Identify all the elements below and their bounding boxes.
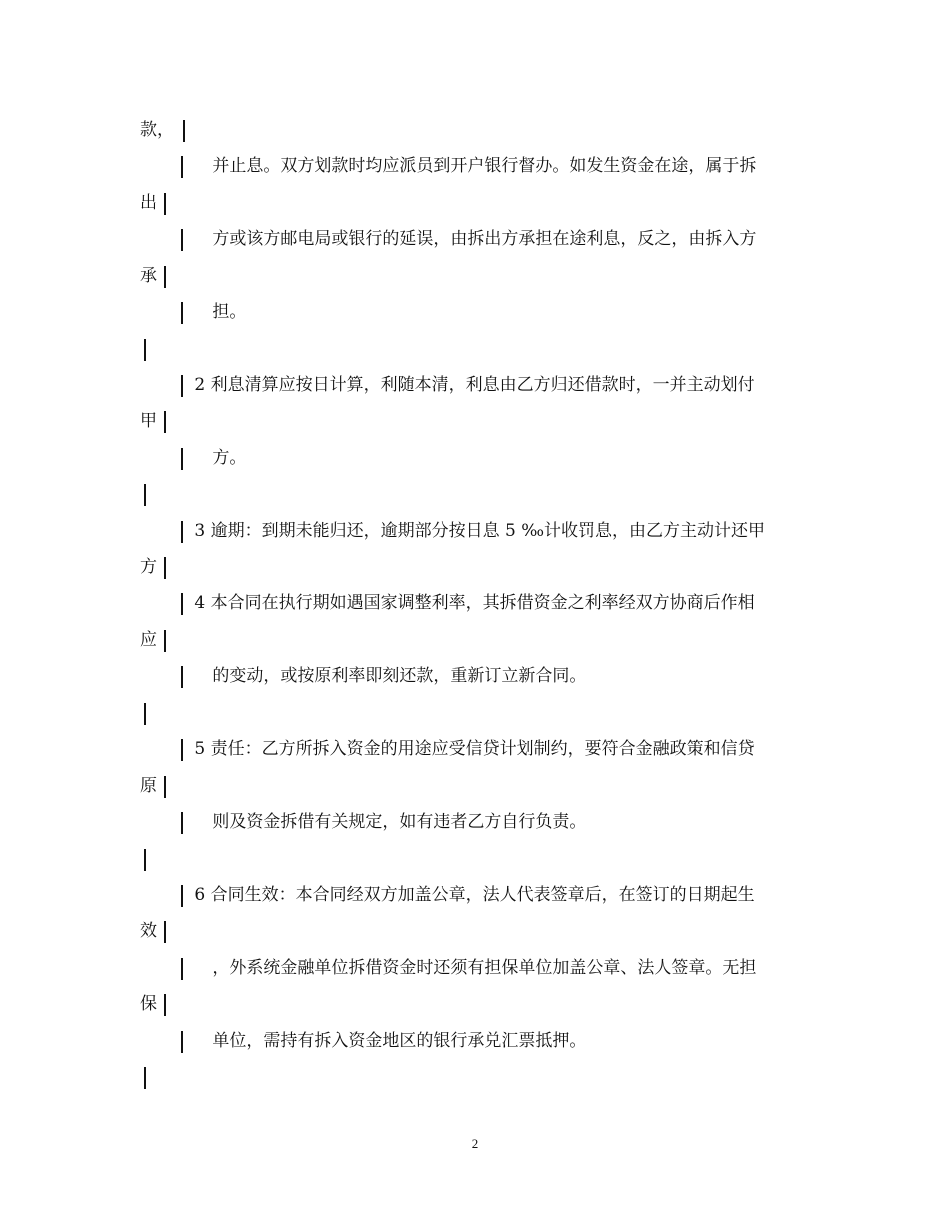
text-line: [140, 119, 185, 142]
line-text: 款，: [140, 120, 174, 140]
text-line: [144, 702, 146, 725]
text-line: [140, 265, 166, 288]
table-border: [164, 630, 166, 652]
table-border: [164, 557, 166, 579]
line-text: 方: [140, 557, 157, 577]
table-border: [181, 885, 183, 907]
table-border: [164, 921, 166, 943]
table-border: [181, 739, 183, 761]
page-number: 2: [471, 1136, 479, 1151]
text-line: [144, 483, 146, 506]
text-line: [140, 410, 166, 433]
line-text: ，外系统金融单位拆借资金时还须有担保单位加盖公章、法人签章。无担: [212, 958, 757, 978]
text-line: [144, 338, 146, 361]
table-border: [164, 266, 166, 288]
line-text: 单位，需持有拆入资金地区的银行承兑汇票抵押。: [212, 1031, 587, 1051]
table-border: [144, 339, 146, 361]
line-text: 的变动，或按原利率即刻还款，重新订立新合同。: [212, 666, 587, 686]
text-line: [181, 1030, 586, 1053]
line-text: 出: [140, 193, 157, 213]
table-border: [181, 448, 183, 470]
text-line: [140, 629, 166, 652]
text-line: [181, 811, 586, 834]
line-text: 甲: [140, 411, 157, 431]
table-border: [181, 666, 183, 688]
table-border: [181, 593, 183, 615]
line-text: 2 利息清算应按日计算，利随本清，利息由乙方归还借款时，一并主动划付: [194, 375, 755, 395]
line-text: 应: [140, 630, 157, 650]
table-border: [181, 1031, 183, 1053]
text-line: [181, 374, 755, 397]
table-border: [164, 994, 166, 1016]
table-border: [181, 229, 183, 251]
line-text: 方或该方邮电局或银行的延误，由拆出方承担在途利息，反之，由拆入方: [212, 229, 757, 249]
text-line: [181, 155, 756, 178]
line-text: 5 责任：乙方所拆入资金的用途应受信贷计划制约，要符合金融政策和信贷: [194, 739, 755, 759]
table-border: [144, 849, 146, 871]
text-line: [181, 738, 755, 761]
table-border: [181, 958, 183, 980]
table-border: [144, 484, 146, 506]
text-line: [181, 447, 246, 470]
text-line: [181, 592, 755, 615]
text-line: [140, 192, 166, 215]
table-border: [181, 156, 183, 178]
table-border: [183, 120, 185, 142]
table-border: [181, 302, 183, 324]
text-line: [140, 920, 166, 943]
line-text: 方。: [212, 448, 247, 468]
text-line: [181, 301, 246, 324]
table-border: [164, 776, 166, 798]
text-line: [140, 556, 166, 579]
text-line: [181, 665, 586, 688]
table-border: [144, 1067, 146, 1089]
table-border: [181, 375, 183, 397]
line-text: 效: [140, 921, 157, 941]
text-line: [181, 884, 755, 907]
line-text: 4 本合同在执行期如遇国家调整利率，其拆借资金之利率经双方协商后作相: [194, 593, 755, 613]
table-border: [181, 812, 183, 834]
text-line: [181, 520, 765, 543]
text-line: [181, 957, 756, 980]
text-line: [140, 993, 166, 1016]
table-border: [164, 411, 166, 433]
table-border: [181, 521, 183, 543]
line-text: 并止息。双方划款时均应派员到开户银行督办。如发生资金在途，属于拆: [212, 156, 757, 176]
text-line: [144, 1066, 146, 1089]
line-text: 原: [140, 776, 157, 796]
text-line: [144, 848, 146, 871]
table-border: [164, 193, 166, 215]
line-text: 6 合同生效：本合同经双方加盖公章，法人代表签章后，在签订的日期起生: [194, 885, 755, 905]
line-text: 3 逾期：到期未能归还，逾期部分按日息 5 ‰计收罚息，由乙方主动计还甲: [194, 521, 766, 541]
table-border: [144, 703, 146, 725]
text-line: [140, 775, 166, 798]
line-text: 则及资金拆借有关规定，如有违者乙方自行负责。: [212, 812, 587, 832]
line-text: 保: [140, 994, 157, 1014]
text-line: [181, 228, 756, 251]
line-text: 担。: [212, 302, 247, 322]
line-text: 承: [140, 266, 157, 286]
